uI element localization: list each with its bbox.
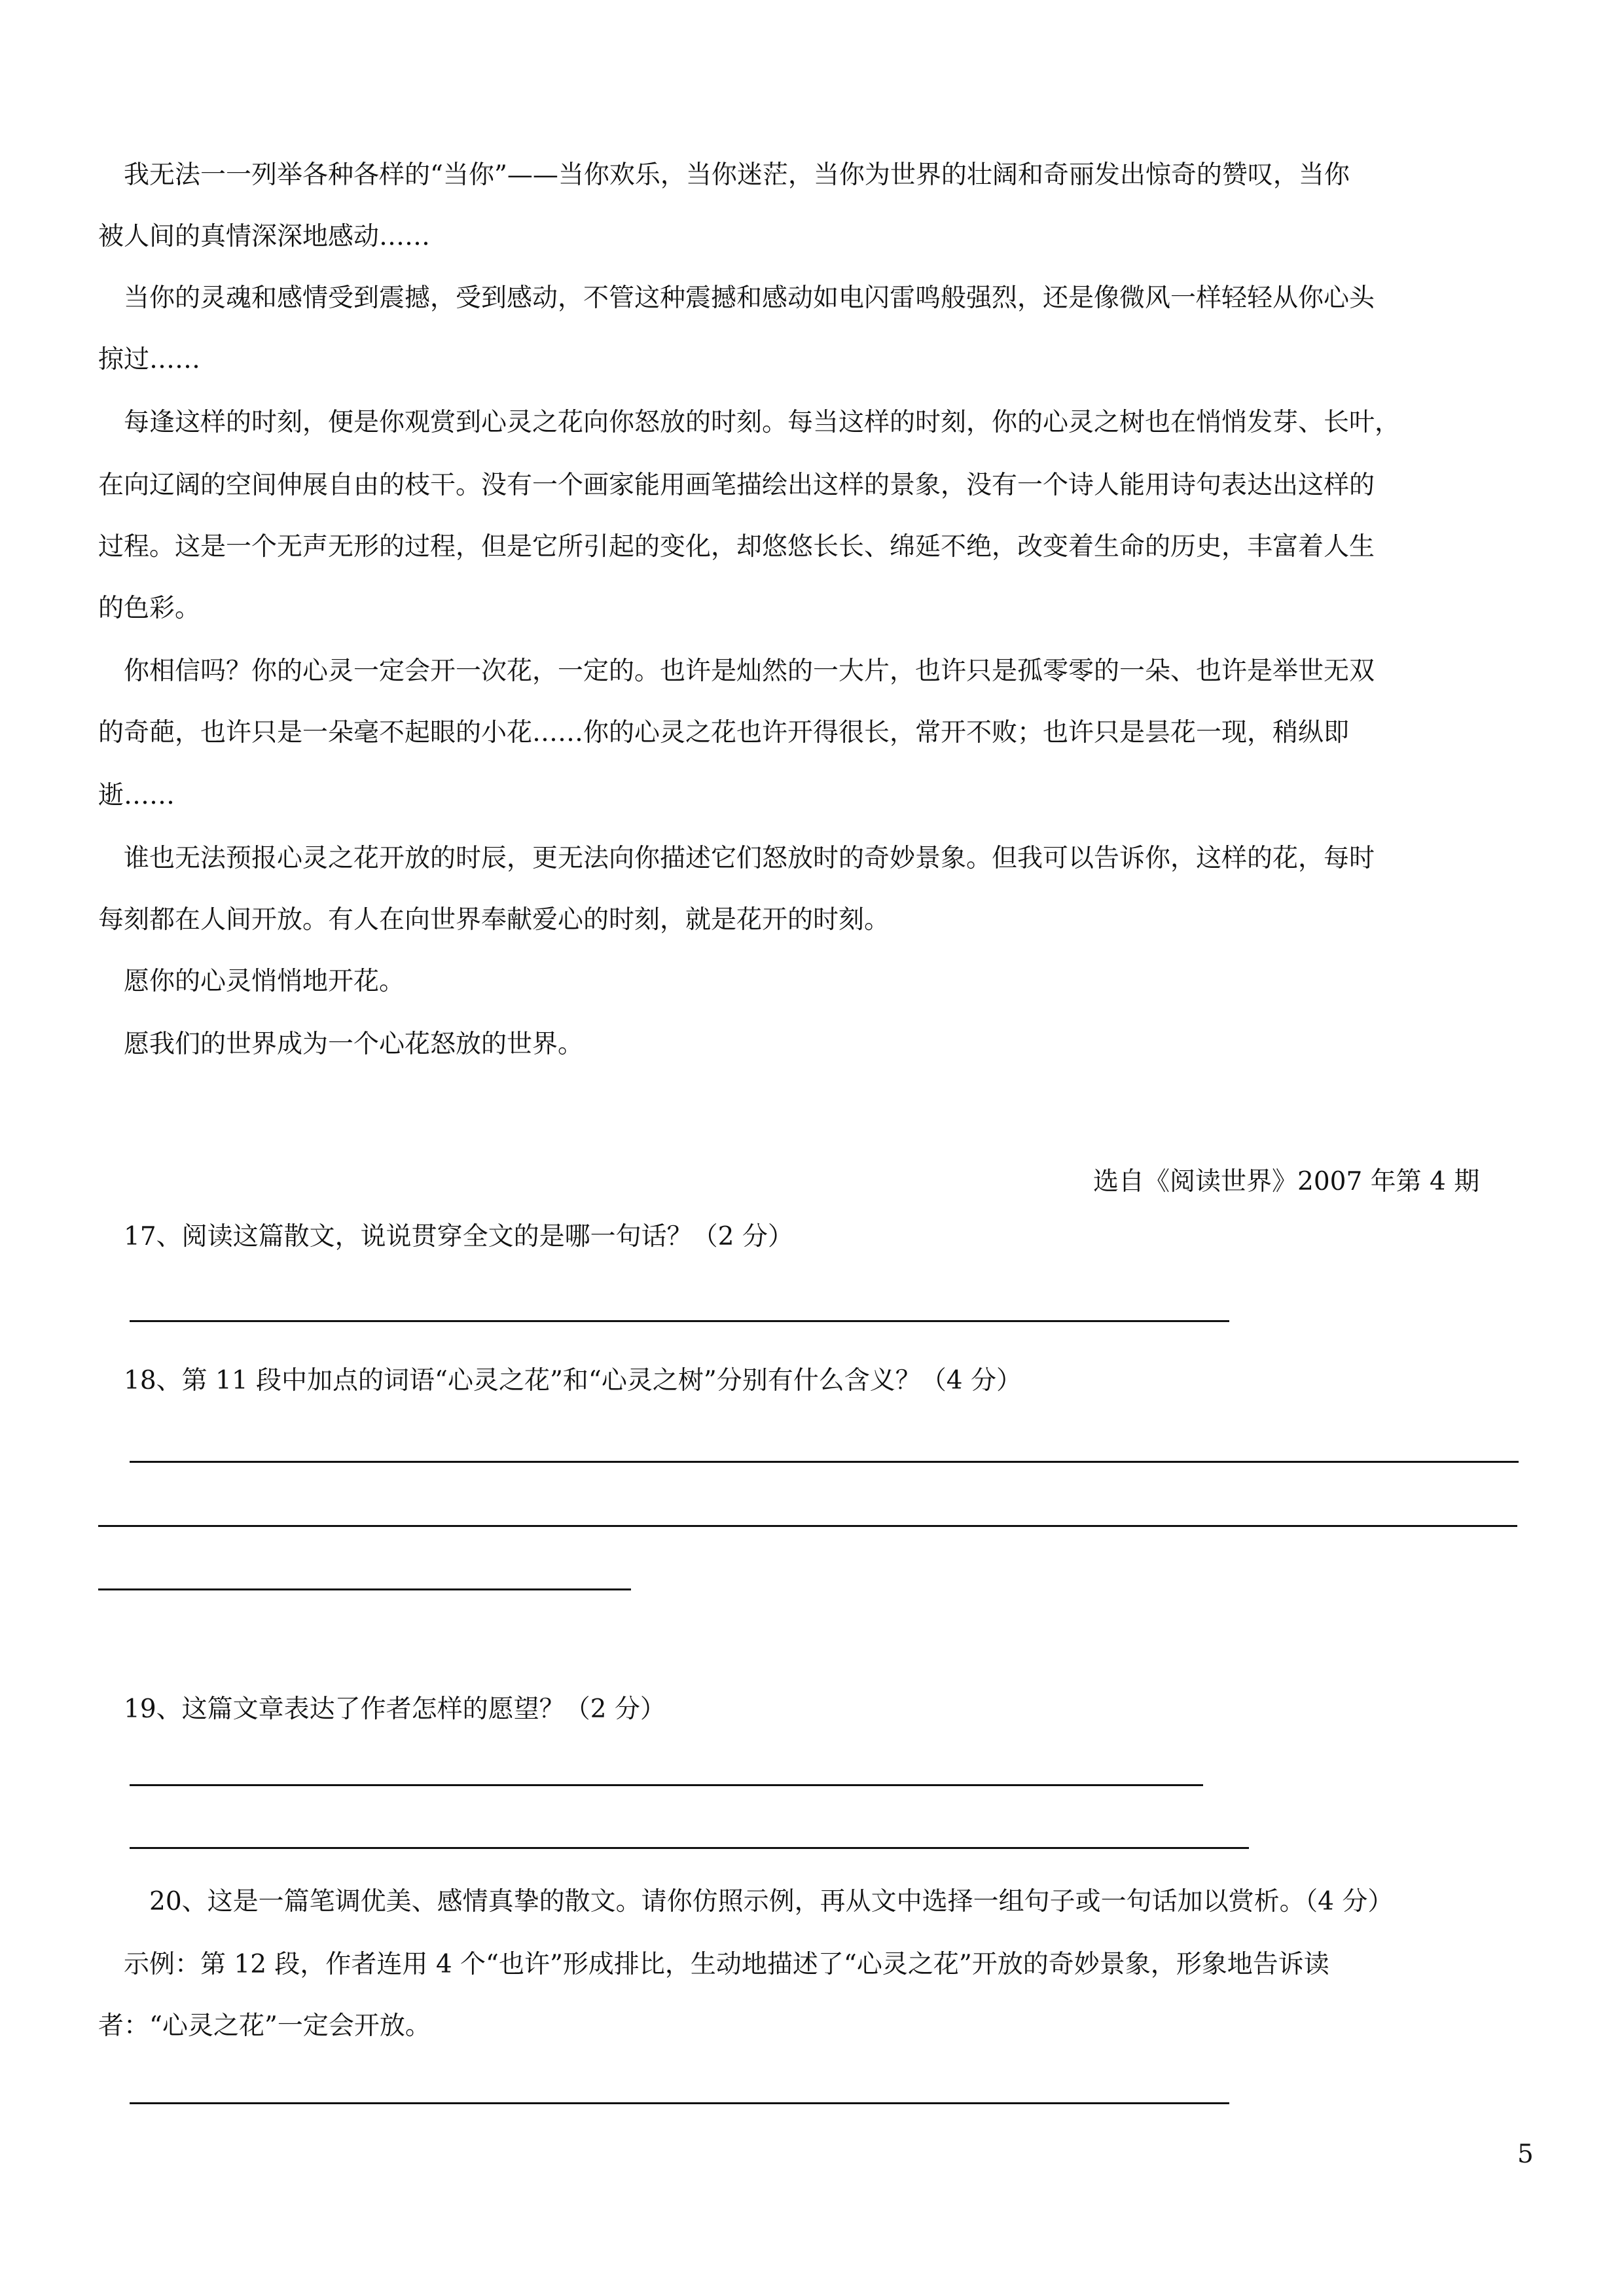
- question-17: 17、阅读这篇散文，说说贯穿全文的是哪一句话？（2 分）: [98, 1222, 793, 1251]
- example-line: 者：“心灵之花”一定会开放。: [98, 2011, 431, 2041]
- passage-line: 的色彩。: [98, 594, 201, 623]
- answer-line-20: [130, 2102, 1229, 2104]
- example-line: 示例：第 12 段，作者连用 4 个“也许”形成排比，生动地描述了“心灵之花”开放的奇妙景象，形象地告诉读: [98, 1950, 1329, 1979]
- source-citation: 选自《阅读世界》2007 年第 4 期: [1093, 1167, 1480, 1196]
- passage-line: 每逢这样的时刻，便是你观赏到心灵之花向你怒放的时刻。每当这样的时刻，你的心灵之树也在悄悄发芽、长叶，: [98, 408, 1401, 437]
- passage-line: 愿我们的世界成为一个心花怒放的世界。: [98, 1030, 584, 1059]
- answer-line-17: [130, 1320, 1229, 1322]
- passage-line: 被人间的真情深深地感动……: [98, 222, 431, 251]
- passage-line: 谁也无法预报心灵之花开放的时辰，更无法向你描述它们怒放时的奇妙景象。但我可以告诉你，这样的花，每时: [98, 844, 1375, 873]
- passage-line: 掠过……: [98, 345, 201, 374]
- passage-line: 在向辽阔的空间伸展自由的枝干。没有一个画家能用画笔描绘出这样的景象，没有一个诗人能用诗句表达出这样的: [98, 471, 1375, 500]
- answer-line-19-b: [130, 1847, 1249, 1849]
- passage-line: 你相信吗？你的心灵一定会开一次花，一定的。也许是灿然的一大片，也许只是孤零零的一朵、也许是举世无双: [98, 656, 1375, 686]
- question-20: 20、这是一篇笔调优美、感情真挚的散文。请你仿照示例，再从文中选择一组句子或一句话加以赏析。（4 分）: [98, 1887, 1394, 1916]
- answer-line-18-a: [130, 1461, 1519, 1463]
- passage-line: 过程。这是一个无声无形的过程，但是它所引起的变化，却悠悠长长、绵延不绝，改变着生命的历史，丰富着人生: [98, 532, 1375, 562]
- answer-line-19-a: [130, 1784, 1203, 1786]
- passage-line: 我无法一一列举各种各样的“当你”——当你欢乐，当你迷茫，当你为世界的壮阔和奇丽发出惊奇的赞叹，当你: [98, 160, 1350, 190]
- passage-line: 的奇葩，也许只是一朵毫不起眼的小花……你的心灵之花也许开得很长，常开不败；也许只是昙花一现，稍纵即: [98, 718, 1350, 747]
- question-19: 19、这篇文章表达了作者怎样的愿望？（2 分）: [98, 1695, 666, 1724]
- passage-line: 愿你的心灵悄悄地开花。: [98, 967, 405, 996]
- page-number: 5: [1517, 2140, 1534, 2169]
- passage-line: 每刻都在人间开放。有人在向世界奉献爱心的时刻，就是花开的时刻。: [98, 905, 890, 935]
- answer-line-18-b: [98, 1525, 1517, 1527]
- passage-line: 当你的灵魂和感情受到震撼，受到感动，不管这种震撼和感动如电闪雷鸣般强烈，还是像微风一样轻轻从你心头: [98, 283, 1375, 313]
- answer-line-18-c: [98, 1588, 631, 1590]
- question-18: 18、第 11 段中加点的词语“心灵之花”和“心灵之树”分别有什么含义？（4 分）: [98, 1366, 1022, 1395]
- passage-line: 逝……: [98, 781, 175, 810]
